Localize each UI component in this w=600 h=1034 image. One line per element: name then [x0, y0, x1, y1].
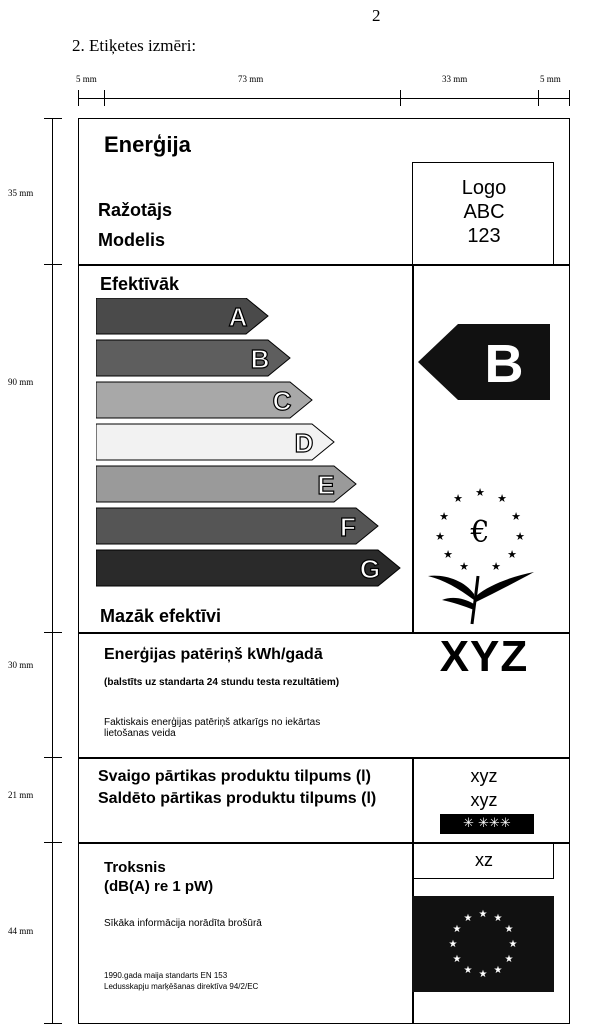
svg-text:★: ★ — [453, 492, 463, 505]
consumption-value: XYZ — [439, 632, 529, 681]
svg-text:★: ★ — [439, 510, 449, 523]
eu-star-icon: ★ — [478, 909, 488, 920]
svg-text:★: ★ — [435, 530, 445, 543]
fresh-volume-value: xyz — [470, 766, 498, 786]
logo-line: Logo — [461, 177, 507, 199]
manufacturer-label: Ražotājs — [98, 200, 173, 220]
svg-text:★: ★ — [507, 548, 517, 561]
eu-star-icon: ★ — [463, 965, 473, 976]
svg-text:★: ★ — [497, 492, 507, 505]
efficiency-letter-c: C — [272, 386, 292, 416]
dim-left-5: 44 mm — [8, 926, 34, 936]
eu-star-icon: ★ — [493, 965, 503, 976]
disclaimer-line: lietošanas veida — [104, 728, 176, 739]
label-title: Enerģija — [104, 132, 191, 157]
left-dimension-line — [52, 118, 53, 1024]
standard-notes — [104, 970, 258, 992]
model-label: Modelis — [98, 230, 166, 250]
efficiency-letter-e: E — [317, 470, 335, 500]
brochure-note: Sīkāka informācija norādīta brošūrā — [104, 918, 262, 929]
efficiency-letter-a: A — [228, 302, 248, 332]
column-divider — [412, 264, 414, 632]
dim-tick — [44, 264, 62, 265]
dim-tick — [44, 118, 62, 119]
eu-star-icon: ★ — [452, 954, 462, 965]
dim-tick — [78, 90, 79, 106]
current-class-letter: B — [484, 334, 524, 394]
noise-label-line: Troksnis — [104, 859, 166, 876]
logo-line: ABC — [463, 201, 505, 223]
noise-label — [104, 858, 213, 896]
dim-top-2: 73 mm — [238, 74, 264, 84]
less-efficient-label: Mazāk efektīvi — [100, 606, 222, 626]
efficiency-bar-f — [96, 508, 378, 544]
frozen-volume-label: Saldēto pārtikas produktu tilpums (l) — [98, 790, 377, 807]
efficiency-letter-f: F — [340, 512, 356, 542]
efficiency-scale — [96, 298, 416, 608]
dim-tick — [44, 757, 62, 758]
svg-text:★: ★ — [459, 560, 469, 573]
consumption-disclaimer — [104, 717, 320, 739]
consumption-note: (balstīts uz standarta 24 stundu testa rezultātiem) — [104, 677, 340, 688]
efficiency-letter-d: D — [294, 428, 314, 458]
svg-text:★: ★ — [475, 486, 485, 499]
dim-left-1: 35 mm — [8, 188, 34, 198]
eu-star-icon: ★ — [463, 913, 473, 924]
eu-star-icon: ★ — [504, 954, 514, 965]
noise-value: xz — [475, 850, 493, 870]
eu-flag-icon — [412, 896, 554, 992]
divider — [78, 757, 570, 759]
svg-text:★: ★ — [515, 530, 525, 543]
fresh-volume-label: Svaigo pārtikas produktu tilpums (l) — [98, 768, 371, 785]
dim-tick — [44, 842, 62, 843]
dim-left-3: 30 mm — [8, 660, 34, 670]
efficiency-letter-b: B — [250, 344, 270, 374]
efficient-label: Efektīvāk — [100, 274, 180, 294]
section-heading: 2. Etiķetes izmēri: — [72, 36, 197, 55]
eu-star-icon: ★ — [452, 924, 462, 935]
disclaimer-line: Faktiskais enerģijas patēriņš atkarīgs no iekārtas — [104, 717, 321, 728]
standard-note-line: 1990.gada maija standarts EN 153 — [104, 971, 228, 980]
dim-tick — [400, 90, 401, 106]
dim-top-3: 33 mm — [442, 74, 468, 84]
eu-star-icon: ★ — [493, 913, 503, 924]
eu-star-icon: ★ — [508, 939, 518, 950]
efficiency-bar-g — [96, 550, 400, 586]
eu-star-icon: ★ — [448, 939, 458, 950]
page-number: 2 — [372, 6, 381, 25]
dim-tick — [104, 90, 105, 106]
noise-label-line: (dB(A) re 1 pW) — [104, 878, 214, 895]
svg-text:★: ★ — [491, 560, 501, 573]
dim-left-4: 21 mm — [8, 790, 34, 800]
eu-star-icon: ★ — [478, 969, 488, 980]
current-class-arrow — [418, 324, 550, 400]
frozen-volume-value: xyz — [470, 790, 498, 810]
dim-top-4: 5 mm — [540, 74, 561, 84]
logo-line: 123 — [467, 225, 501, 247]
logo-text — [414, 176, 554, 248]
eco-e-icon: € — [470, 515, 490, 550]
efficiency-letter-g: G — [359, 554, 381, 584]
eu-star-icon: ★ — [504, 924, 514, 935]
standard-note-line: Ledusskapju marķēšanas direktīva 94/2/EC — [104, 982, 259, 991]
freezer-star-icon: ✳ ✳✳✳ — [440, 814, 534, 834]
dim-tick — [44, 1023, 62, 1024]
svg-text:★: ★ — [443, 548, 453, 561]
dim-left-2: 90 mm — [8, 377, 34, 387]
consumption-label: Enerģijas patēriņš kWh/gadā — [104, 646, 323, 663]
eco-flower-icon — [424, 484, 536, 628]
top-dimension-line — [78, 98, 570, 99]
dim-tick — [538, 90, 539, 106]
svg-text:★: ★ — [511, 510, 521, 523]
dim-top-1: 5 mm — [76, 74, 97, 84]
dim-tick — [569, 90, 570, 106]
dim-tick — [44, 632, 62, 633]
